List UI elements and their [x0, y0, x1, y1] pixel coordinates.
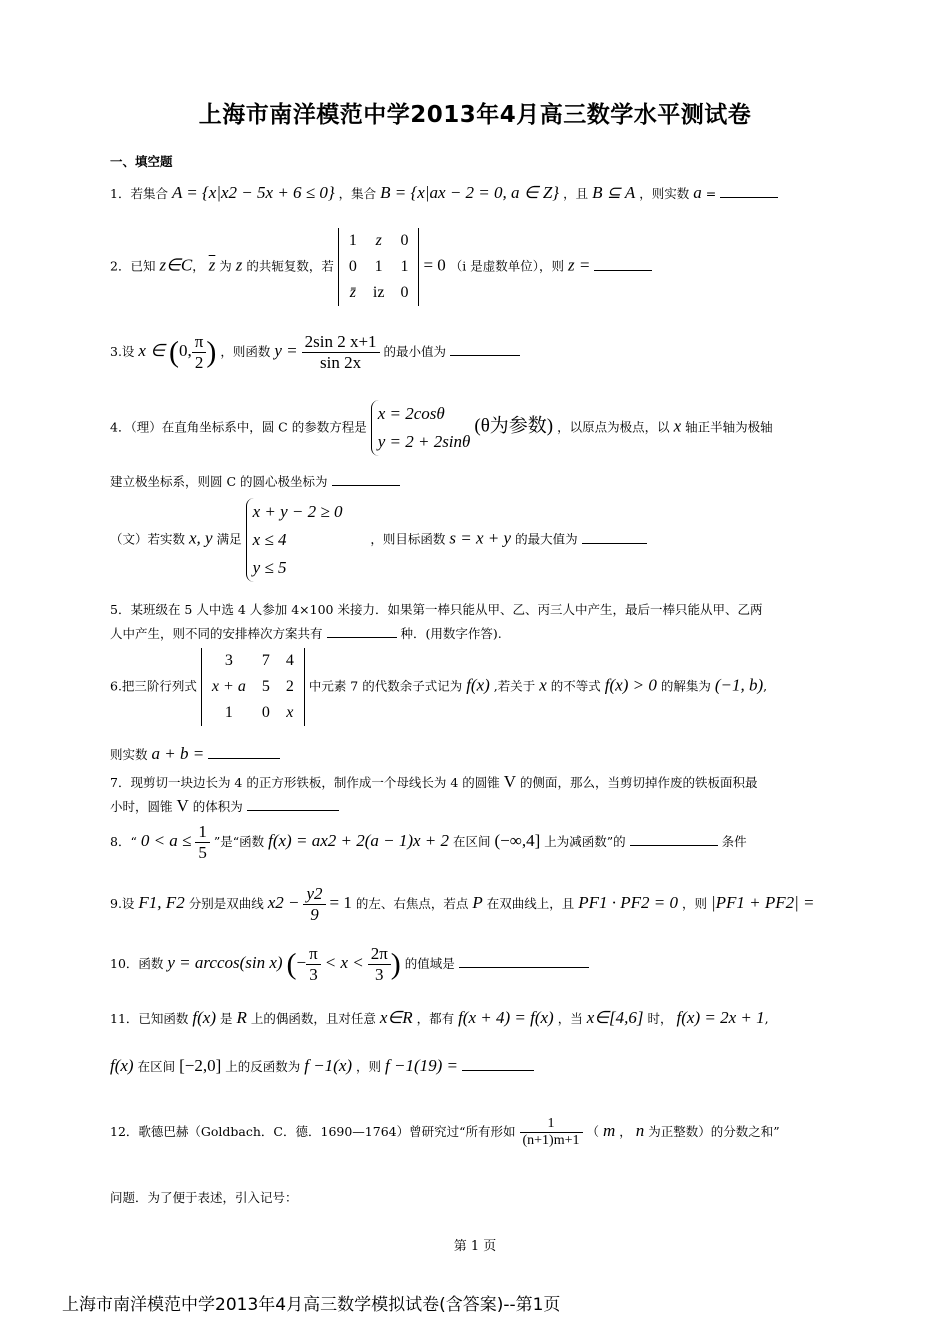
question-6: 6.把三阶行列式 3 7 4 x + a 5 2 1 0 x 中元素 7 的代数余子式记为 f(x) ,若关于 x 的不等式 f(x) > 0 的解集为 (−1, b), [110, 648, 767, 726]
footer-caption: 上海市南洋模范中学2013年4月高三数学模拟试卷(含答案)--第1页 [62, 1295, 561, 1315]
answer-blank[interactable] [450, 355, 520, 356]
question-1: 1．若集合 A = {x|x2 − 5x + 6 ≤ 0} ，集合 B = {x|ax − 2 = 0, a ∈ Z} ，且 B ⊆ A ，则实数 a = [110, 183, 778, 203]
answer-blank[interactable] [582, 543, 647, 544]
answer-blank[interactable] [247, 810, 339, 811]
question-3: 3.设 x ∈ (0, $\frac{\pi}{2}$ ) ，则函数 y = $\frac{2\sin 2 x+1}{\sin 2x}$ 的最小值为 [110, 332, 520, 373]
question-10: 10．函数 y = arccos(sin x) (− $\frac{\pi}{3}$ < x < $\frac{2\pi}{3}$ ) 的值域是 [110, 944, 589, 985]
question-5: 5．某班级在 5 人中选 4 人参加 4×100 米接力．如果第一棒只能从甲、乙、丙三人中产生，最后一棒只能从甲、乙两 [110, 602, 763, 617]
question-8: 8．“ 0 < a ≤ $\frac{1}{5}$ ”是“函数 f(x) = ax2 + 2(a − 1)x + 2 在区间 (−∞,4] 上为减函数”的 条件 [110, 822, 747, 862]
question-11: 11．已知函数 f(x) 是 R 上的偶函数，且对任意 x∈R ，都有 f(x + 4) = f(x) ，当 x∈[4,6] 时， f(x) = 2x + 1, [110, 1008, 769, 1027]
answer-blank[interactable] [459, 967, 589, 968]
answer-blank[interactable] [630, 845, 718, 846]
page-title: 上海市南洋模范中学2013年4月高三数学水平测试卷 [198, 102, 752, 128]
section-heading: 一、填空题 [110, 154, 173, 169]
page-number: 第 1 页 [453, 1239, 497, 1254]
parametric-equations: x = 2cosθ y = 2 + 2sinθ [371, 400, 471, 456]
question-5-line2: 人中产生，则不同的安排棒次方案共有 种．(用数字作答). [110, 626, 502, 641]
answer-blank[interactable] [327, 637, 397, 638]
answer-blank[interactable] [720, 197, 778, 198]
question-4: 4．（理）在直角坐标系中，圆 C 的参数方程是 x = 2cosθ y = 2 + 2sinθ (θ为参数) ，以原点为极点，以 x 轴正半轴为极轴 [110, 400, 773, 456]
question-2: 2．已知 z∈C， $\overline{z}$ 为 z 的共轭复数，若 1 z 0 0 1 1 z̄ iz 0 = 0 （i 是虚数单位），则 z = [110, 228, 652, 306]
question-7: 7．现剪切一块边长为 4 的正方形铁板，制作成一个母线长为 4 的圆锥 V 的侧面，那么，当剪切掉作废的铁板面积最 [110, 772, 758, 791]
answer-blank[interactable] [462, 1070, 534, 1071]
answer-blank[interactable] [332, 485, 400, 486]
constraint-system: x + y − 2 ≥ 0 x ≤ 4 y ≤ 5 [246, 498, 343, 582]
question-7-line2: 小时，圆锥 V 的体积为 [110, 796, 339, 816]
question-4-line2: 建立极坐标系，则圆 C 的圆心极坐标为 [110, 472, 400, 490]
determinant: 3 7 4 x + a 5 2 1 0 x [201, 648, 305, 726]
question-9: 9.设 F1, F2 分别是双曲线 x2 − $\frac{y2}{9}$ = 1 的左、右焦点，若点 P 在双曲线上，且 PF1 · PF2 = 0 ，则 |PF1 + PF2| = [110, 884, 815, 924]
question-12: 12．歌德巴赫（Goldbach．C．德．1690—1764）曾研究过“所有形如 $\frac{1}{(n+1)m+1}$ （ m ， n 为正整数）的分数之和” [110, 1116, 780, 1148]
question-11-line2: f(x) 在区间 [−2,0] 上的反函数为 f −1(x) ，则 f −1(19) = [110, 1056, 534, 1076]
answer-blank[interactable] [594, 270, 652, 271]
function-fraction: $\frac{2\sin 2 x+1}{\sin 2x}$ [302, 332, 380, 373]
answer-blank[interactable] [208, 758, 280, 759]
question-4-wen: （文）若实数 x, y 满足 x + y − 2 ≥ 0 x ≤ 4 y ≤ 5 ，则目标函数 s = x + y 的最大值为 [110, 498, 647, 582]
determinant: 1 z 0 0 1 1 z̄ iz 0 [338, 228, 420, 306]
question-12-line2: 问题．为了便于表述，引入记号： [110, 1190, 298, 1205]
question-6-line2: 则实数 a + b = [110, 744, 280, 764]
